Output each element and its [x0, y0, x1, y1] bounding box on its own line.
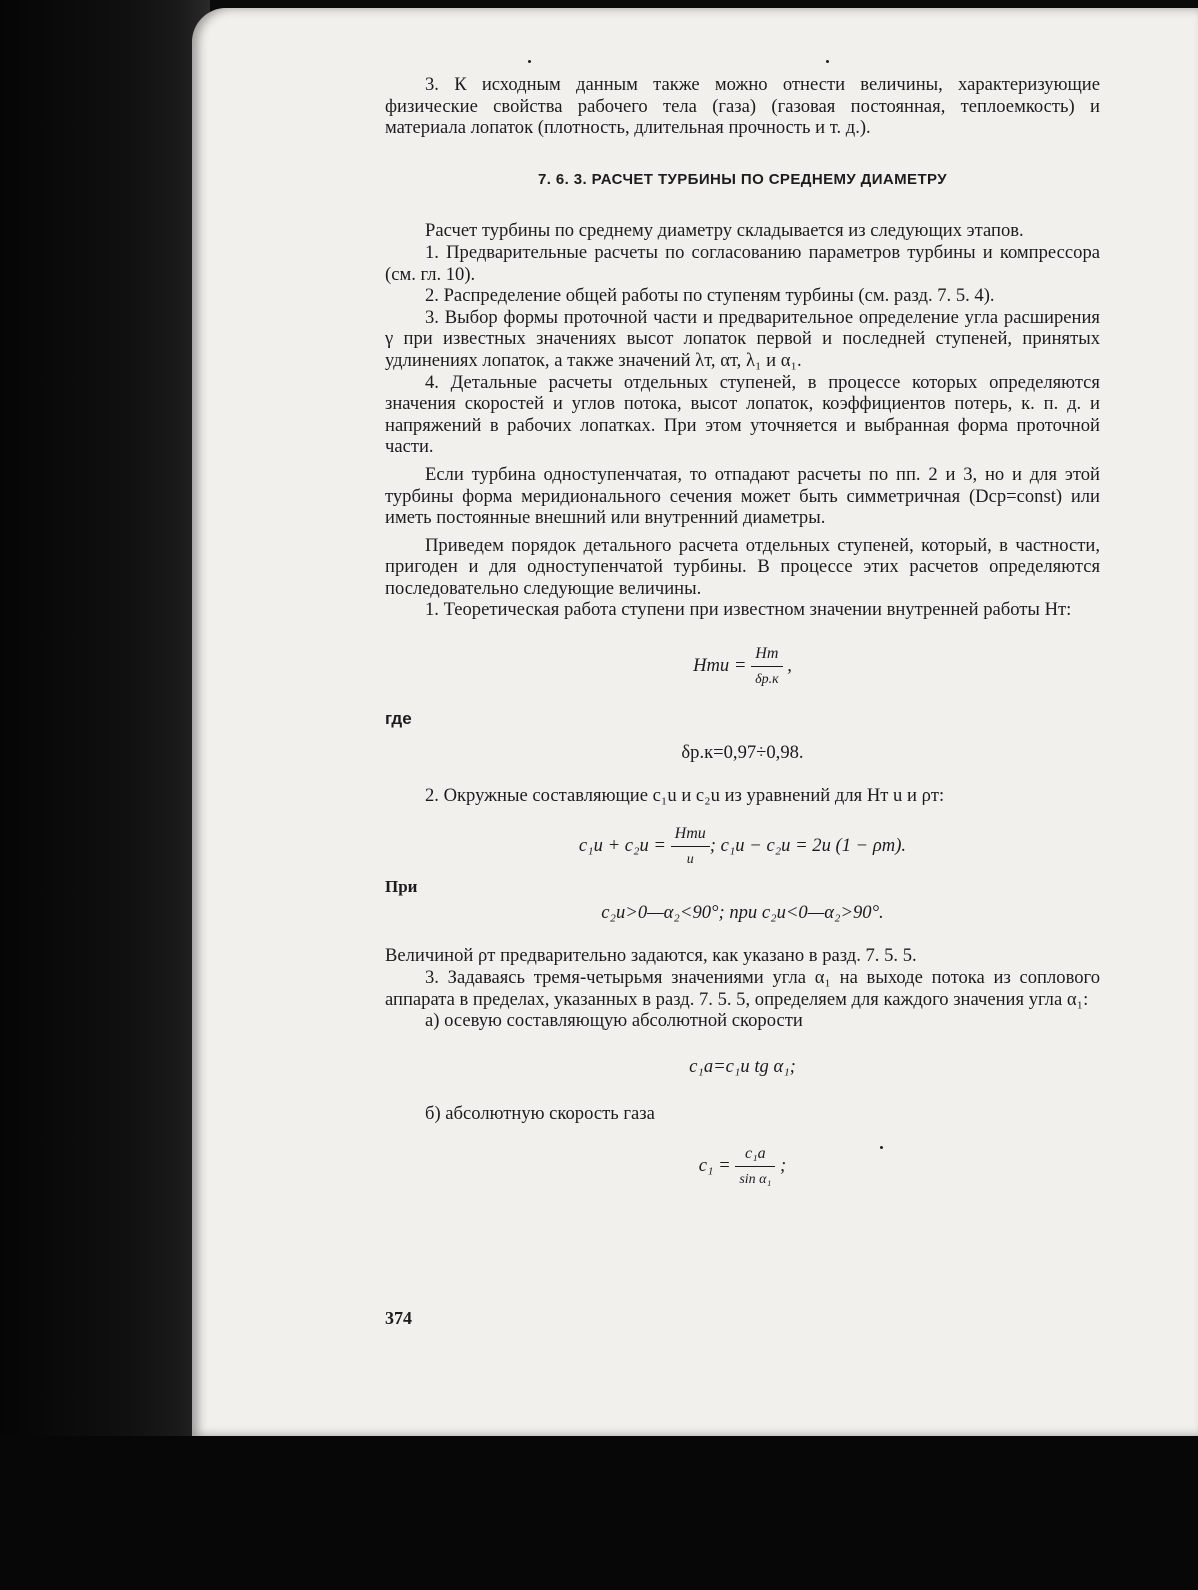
formula6-numerator: c₁a: [735, 1143, 775, 1167]
stage-item-1: 1. Предварительные расчеты по согласованию параметров турбины и компрессора (см. гл. 10).: [385, 241, 1100, 285]
scan-dark-margin: [0, 0, 210, 1590]
formula6-tail: ;: [775, 1154, 787, 1176]
where-label: где: [385, 709, 412, 729]
step-2: 2. Окружные составляющие c₁u и c₂u из уравнений для Hт u и ρт:: [425, 785, 945, 807]
paragraph-procedure: Приведем порядок детального расчета отдельных ступеней, который, в частности, пригоден и для одноступенчатой турбины. В процессе этих расчетов определяются последовательно следующие величины.: [385, 534, 1100, 599]
formula1-lhs: Hтu =: [693, 654, 747, 676]
step-3a: а) осевую составляющую абсолютной скорости: [425, 1010, 803, 1032]
paragraph-intro: Расчет турбины по среднему диаметру складывается из следующих этапов.: [425, 220, 1024, 242]
formula-circumferential: [385, 823, 1100, 870]
formula1-fraction: [751, 643, 783, 690]
scan-dark-bottom: [0, 1436, 1198, 1590]
formula6-denominator: sin α₁: [739, 1171, 772, 1187]
formula-angle-condition: c₂u>0—α₂<90°; при c₂u<0—α₂>90°.: [601, 901, 884, 923]
stage-item-2: 2. Распределение общей работы по ступеням турбины (см. разд. 7. 5. 4).: [425, 285, 995, 307]
stage-item-3: 3. Выбор формы проточной части и предварительное определение угла расширения γ при известных значениях высот лопаток первой и последней ступеней, принятых удлинениях лопаток, а также значений λт, αт, λ₁ и α₁.: [385, 306, 1100, 371]
formula3-fraction: [671, 823, 710, 870]
text-column: [385, 74, 1100, 1190]
dust-speck: [826, 60, 829, 63]
paragraph-initial-data: 3. К исходным данным также можно отнести величины, характеризующие физические свойства рабочего тела (газа) (газовая постоянная, теплоемкость) и материала лопаток (плотность, длительная прочность и т. д.).: [385, 74, 1100, 139]
page-number: 374: [385, 1308, 412, 1328]
formula3-lhs: c₁u + c₂u =: [578, 834, 666, 856]
formula3-denominator: u: [686, 851, 694, 867]
formula1-denominator: δр.к: [755, 671, 779, 687]
step-1: 1. Теоретическая работа ступени при известном значении внутренней работы Hт:: [425, 599, 1072, 621]
formula1-tail: ,: [782, 654, 792, 676]
step-3b: б) абсолютную скорость газа: [425, 1103, 655, 1125]
formula-theoretical-work: [385, 643, 1100, 690]
paragraph-rho: Величиной ρт предварительно задаются, как указано в разд. 7. 5. 5.: [385, 945, 917, 967]
section-heading: 7. 6. 3. РАСЧЕТ ТУРБИНЫ ПО СРЕДНЕМУ ДИАМЕТРУ: [538, 170, 947, 188]
step-3: 3. Задаваясь тремя-четырьмя значениями угла α₁ на выходе потока из соплового аппарата в пределах, указанных в разд. 7. 5. 5, определяем для каждого значения угла α₁:: [385, 967, 1100, 1010]
formula6-fraction: [735, 1143, 775, 1190]
when-label: При: [385, 877, 418, 897]
formula6-lhs: c₁ =: [698, 1154, 731, 1176]
formula-absolute-velocity: [385, 1143, 1100, 1190]
stage-item-4: 4. Детальные расчеты отдельных ступеней, в процессе которых определяются значения скоростей и углов потока, высот лопаток, коэффициентов потерь, к. п. д. и напряжений в рабочих лопатках. При этом уточняется и выбранная форма проточной части.: [385, 371, 1100, 458]
formula-axial-velocity: c₁a=c₁u tg α₁;: [689, 1055, 796, 1077]
formula1-numerator: Hт: [751, 643, 783, 667]
formula-delta: δр.к=0,97÷0,98.: [681, 741, 804, 763]
paragraph-single-stage: Если турбина одноступенчатая, то отпадают расчеты по пп. 2 и 3, но и для этой турбины форма меридионального сечения может быть симметричная (Dср=const) или иметь постоянные внешний или внутренний диаметры.: [385, 463, 1100, 529]
formula3-numerator: Hтu: [671, 823, 710, 847]
formula3-tail: ; c₁u − c₂u = 2u (1 − ρт).: [709, 834, 907, 856]
dust-speck: [528, 60, 531, 63]
